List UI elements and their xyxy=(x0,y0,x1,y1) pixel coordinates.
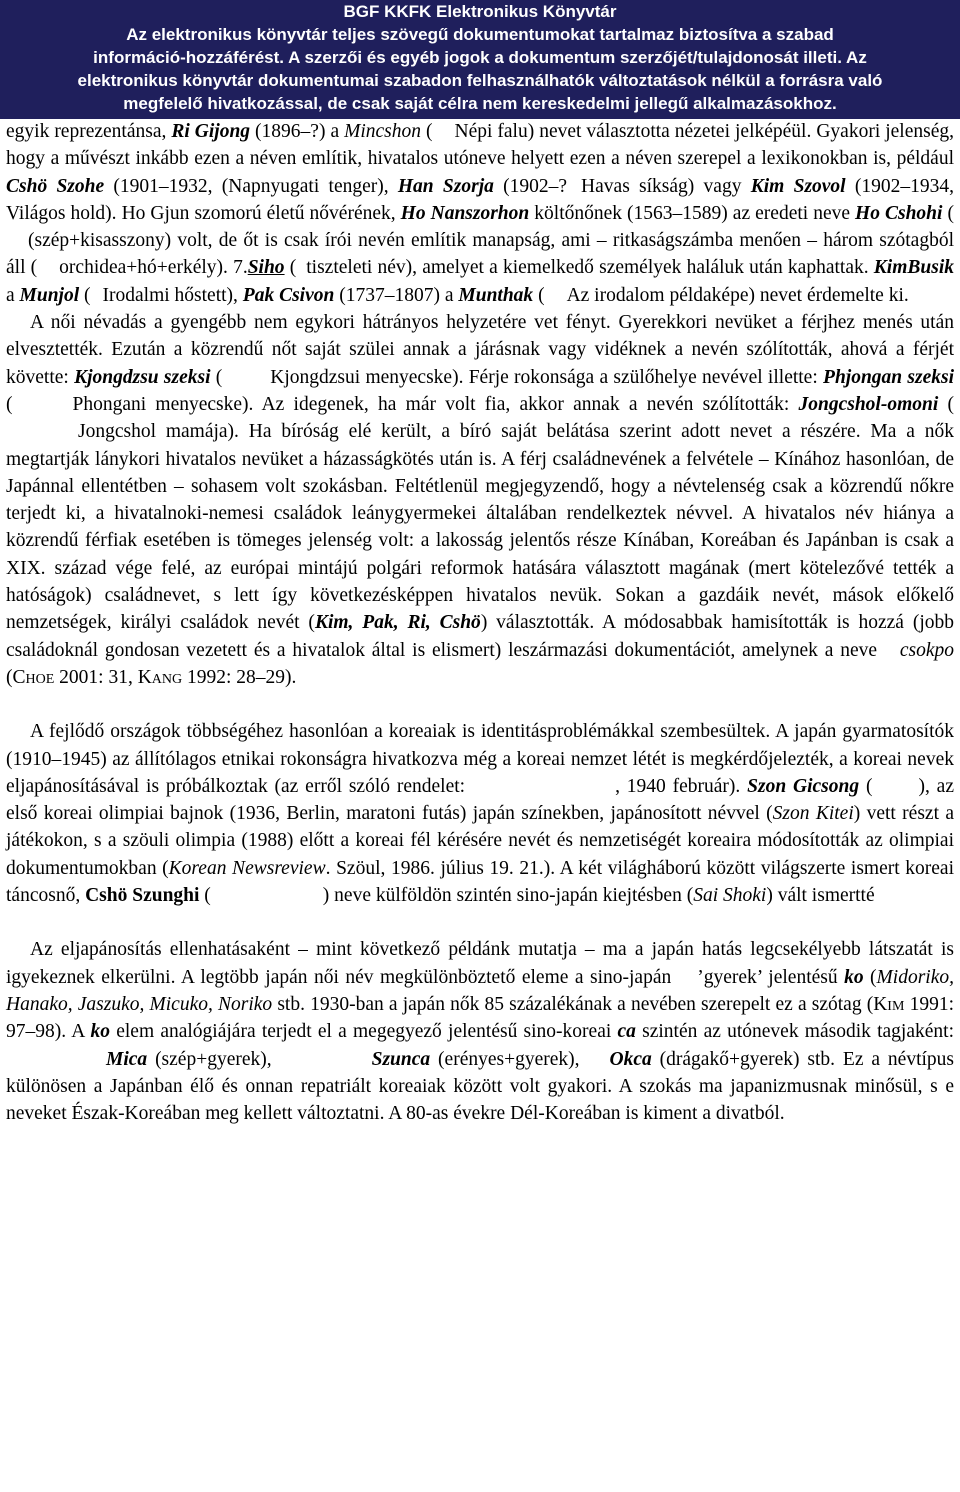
banner-line: információ-hozzáférést. A szerzői és egyéb jogok a dokumentum szerzőjét/tulajdonosát illeti. Az xyxy=(93,48,867,67)
paragraph-2: A női névadás a gyengébb nem egykori hátrányos helyzetére vet fényt. Gyerekkori nevüket a férjhez menés után elvesztették. Ezután a közrendű nőt saját szülei annak a járásnak vagy vidéknek a nevén szólították, ahová a férjét követte: Kjongdzsu szeksi ( Kjongdzsui menyecske). Férje rokonsága a szülőhelye nevével illette: Phjongan szeksi ( Phongani menyecske). Az idegenek, ha már volt fia, akkor annak a nevén szólították: Jongcshol-omoni (Jongcshol mamája). Ha bíróság elé került, a bíró saját belátása szerint adott nevet a részére. Ma a nők megtartják lánykori hivatalos nevüket a házasságkötés után is. A férj családnevének a felvétele – Kínához hasonlóan, de Japánnal ellentétben – sohasem volt szokásban. Feltétlenül megjegyzendő, hogy a névtelenség csak a közrendű nőkre terjedt ki, a hivatalnoki-nemesi családok leánygyermekei általában rendelkeztek névvel. A hivatalos név hiánya a közrendű férfiak esetében is tömeges jelenség volt: a lakosság jelentős része Kínában, Koreában és Japánban is csak a XIX. század vége felé, az európai mintájú polgári reformok hatására választott magának (mert kötelezővé tették a hatóságok) családnevet, s lett így következésképpen hivatalos nevük. Sokan a gazdáik nevét, mások előkelő nemzetségek, királyi családok nevét (Kim, Pak, Ri, Cshö) választották. A módosabbak hamisították is hozzá (jobb családoknál gondosan vezetett és a hivatalok által is elismert) leszármazási dokumentációt, amelynek a neve csokpo (Choe 2001: 31, Kang 1992: 28–29). xyxy=(6,312,955,688)
banner-line: elektronikus könyvtár dokumentumai szabadon felhasználhatók változtatások nélkül a forrásra való xyxy=(77,71,883,90)
paragraph-1: egyik reprezentánsa, Ri Gijong (1896–?) a Mincshon ( Népi falu) nevet választotta nézetei jelképéül. Gyakori jelenség, hogy a művészt inkább ezen a néven említik, hivatalos utóneve helyett ezen a néven szerepel a lexikonokban is, például Cshö Szohe (1901–1932, (Napnyugati tenger), Han Szorja (1902–? Havas síkság) vagy Kim Szovol (1902–1934, Világos hold). Ho Gjun szomorú életű nővérének, Ho Nanszorhon költőnőnek (1563–1589) az eredeti neve Ho Cshohi ((szép+kisasszony) volt, de őt is csak írói nevén említik manapság, ami – ritkaságszámba menően – három szótagból áll ( orchidea+hó+erkély). 7.Siho ( tiszteleti név), amelyet a kiemelkedő személyek haláluk után kaphattak. KimBusik a Munjol ( Irodalmi hőstett), Pak Csivon (1737–1807) a Munthak ( Az irodalom példaképe) nevet érdemelte ki. xyxy=(6,121,954,306)
banner-line: megfelelő hivatkozással, de csak saját célra nem kereskedelmi jellegű alkalmazásokhoz. xyxy=(123,94,837,113)
banner-title: BGF KKFK Elektronikus Könyvtár xyxy=(343,2,617,21)
paragraph-4: Az eljapánosítás ellenhatásaként – mint következő példánk mutatja – ma a japán hatás legcsekélyebb látszatát is igyekeznek elkerülni. A legtöbb japán női név megkülönböztető eleme a sino-japán ’gyerek’ jelentésű ko (Midoriko, Hanako, Jaszuko, Micuko, Noriko stb. 1930-ban a japán nők 85 százalékának a nevében szerepelt ez a szótag (Kim 1991: 97–98). A ko elem analógiájára terjedt el a megegyező jelentésű sino-koreai ca szintén az utónevek második tagjaként:Mica (szép+gyerek), Szunca (erényes+gyerek), Okca (drágakő+gyerek) stb. Ez a névtípus különösen a Japánban élő és onnan repatriált koreaiak között volt gyakori. A szokás ma japanizmusnak minősül, s e neveket Észak-Koreában meg kellett változtatni. A 80-as évekre Dél-Koreában is kiment a divatból. xyxy=(6,939,954,1125)
copyright-banner xyxy=(0,0,960,119)
paragraph-3: A fejlődő országok többségéhez hasonlóan a koreaiak is identitásproblémákkal szembesültek. A japán gyarmatosítók (1910–1945) az állítólagos etnikai rokonságra hivatkozva még a koreai nemzet létét is megkérdőjelezték, a koreai nevek eljapánosításával is próbálkoztak (az erről szóló rendelet: , 1940 február). Szon Gicsong ( ), az első koreai olimpiai bajnok (1936, Berlin, maratoni futás) japán színekben, japánosított névvel (Szon Kitei) vett részt a játékokon, s a szöuli olimpia (1988) előtt a koreai fél kérésére nevét és nemzetiségét koreaira módosították az olimpiai dokumentumokban (Korean Newsreview. Szöul, 1986. július 19. 21.). A két világháború között világszerte ismert koreai táncosnő, Cshö Szunghi ( ) neve külföldön szintén sino-japán kiejtésben (Sai Shoki) vált ismertté xyxy=(6,721,955,907)
banner-line: Az elektronikus könyvtár teljes szövegű dokumentumokat tartalmaz biztosítva a szabad xyxy=(126,25,834,44)
document-body xyxy=(6,118,954,1127)
